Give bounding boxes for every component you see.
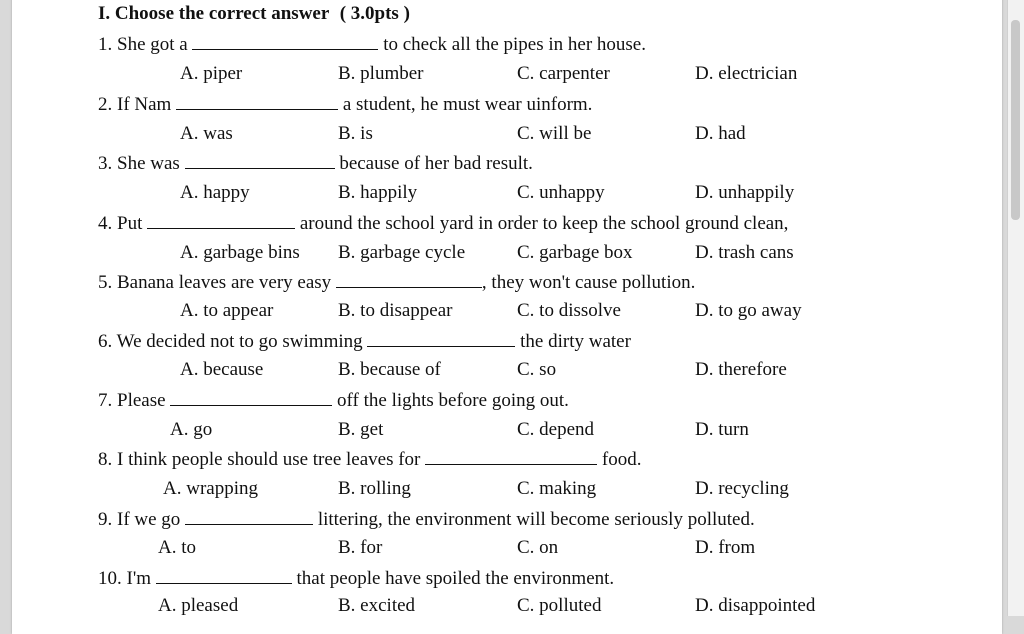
- answer-blank: [425, 448, 597, 465]
- vertical-scrollbar[interactable]: [1007, 0, 1024, 616]
- answer-blank: [170, 389, 332, 406]
- option-a: A. garbage bins: [180, 242, 300, 263]
- option-b: B. is: [338, 123, 373, 144]
- option-b: B. excited: [338, 595, 416, 616]
- option-a: A. wrapping: [163, 478, 258, 499]
- option-a: A. was: [180, 123, 233, 144]
- option-a: A. pleased: [158, 595, 239, 616]
- question-stem-before: I'm: [126, 568, 152, 589]
- question-number: 3.: [98, 153, 113, 174]
- option-c: C. so: [517, 359, 557, 380]
- question-1: [98, 33, 646, 56]
- option-b: B. plumber: [338, 63, 424, 84]
- question-number: 2.: [98, 94, 113, 115]
- option-b: B. rolling: [338, 478, 411, 499]
- option-a: A. because: [180, 359, 264, 380]
- option-a: A. to appear: [180, 300, 274, 321]
- scrollbar-thumb[interactable]: [1011, 20, 1020, 220]
- option-c: C. garbage box: [517, 242, 633, 263]
- answer-blank: [185, 152, 335, 169]
- question-stem-before: Banana leaves are very easy: [117, 272, 332, 293]
- option-d: D. unhappily: [695, 182, 795, 203]
- question-stem-after: that people have spoiled the environment.: [296, 568, 615, 589]
- question-number: 6.: [98, 331, 113, 352]
- question-number: 1.: [98, 34, 113, 55]
- option-c: C. making: [517, 478, 597, 499]
- question-8: [98, 448, 641, 471]
- question-number: 4.: [98, 213, 113, 234]
- section-points: ( 3.0pts ): [339, 3, 410, 24]
- option-d: D. from: [695, 537, 756, 558]
- question-number: 5.: [98, 272, 113, 293]
- question-stem-before: If Nam: [117, 94, 172, 115]
- question-stem-after: food.: [601, 449, 642, 470]
- option-b: B. to disappear: [338, 300, 453, 321]
- question-stem-after: the dirty water: [520, 331, 631, 352]
- question-stem-before: We decided not to go swimming: [116, 331, 363, 352]
- question-stem-after: to check all the pipes in her house.: [383, 34, 646, 55]
- question-stem-after: around the school yard in order to keep the school ground clean,: [299, 213, 789, 234]
- answer-blank: [367, 330, 515, 347]
- question-stem-before: She was: [117, 153, 180, 174]
- answer-blank: [192, 33, 378, 50]
- option-d: D. recycling: [695, 478, 789, 499]
- answer-blank: [176, 93, 338, 110]
- option-d: D. trash cans: [695, 242, 794, 263]
- option-c: C. on: [517, 537, 559, 558]
- question-stem-after: off the lights before going out.: [337, 390, 569, 411]
- option-a: A. happy: [180, 182, 250, 203]
- option-c: C. depend: [517, 419, 595, 440]
- section-title: [98, 3, 410, 25]
- question-number: 7.: [98, 390, 113, 411]
- question-stem-before: She got a: [117, 34, 188, 55]
- section-title-text: I. Choose the correct answer: [98, 3, 329, 24]
- option-b: B. because of: [338, 359, 441, 380]
- question-number: 8.: [98, 449, 113, 470]
- question-number: 10.: [98, 568, 122, 589]
- option-c: C. to dissolve: [517, 300, 621, 321]
- question-2: [98, 93, 592, 116]
- question-stem-after: littering, the environment will become seriously polluted.: [317, 509, 755, 530]
- option-d: D. had: [695, 123, 746, 144]
- question-6: [98, 330, 631, 353]
- question-7: [98, 389, 569, 412]
- option-c: C. carpenter: [517, 63, 610, 84]
- question-9: [98, 508, 755, 531]
- option-b: B. get: [338, 419, 384, 440]
- question-stem-before: Put: [117, 213, 143, 234]
- option-d: D. turn: [695, 419, 749, 440]
- option-c: C. polluted: [517, 595, 602, 616]
- question-stem-before: If we go: [117, 509, 181, 530]
- option-d: D. to go away: [695, 300, 802, 321]
- question-5: [98, 271, 695, 294]
- question-stem-before: Please: [117, 390, 166, 411]
- question-stem-after: , they won't cause pollution.: [481, 272, 696, 293]
- option-d: D. disappointed: [695, 595, 816, 616]
- option-c: C. unhappy: [517, 182, 605, 203]
- option-a: A. to: [158, 537, 196, 558]
- option-b: B. for: [338, 537, 383, 558]
- question-stem-after: a student, he must wear uinform.: [342, 94, 593, 115]
- option-c: C. will be: [517, 123, 592, 144]
- option-b: B. happily: [338, 182, 418, 203]
- question-4: [98, 212, 788, 235]
- option-a: A. go: [170, 419, 213, 440]
- question-stem-after: because of her bad result.: [339, 153, 533, 174]
- answer-blank: [336, 271, 482, 288]
- answer-blank: [185, 508, 313, 525]
- option-b: B. garbage cycle: [338, 242, 466, 263]
- answer-blank: [147, 212, 295, 229]
- question-10: [98, 567, 614, 590]
- option-a: A. piper: [180, 63, 243, 84]
- answer-blank: [156, 567, 292, 584]
- option-d: D. therefore: [695, 359, 787, 380]
- question-3: [98, 152, 533, 175]
- option-d: D. electrician: [695, 63, 798, 84]
- question-stem-before: I think people should use tree leaves for: [117, 449, 421, 470]
- question-number: 9.: [98, 509, 113, 530]
